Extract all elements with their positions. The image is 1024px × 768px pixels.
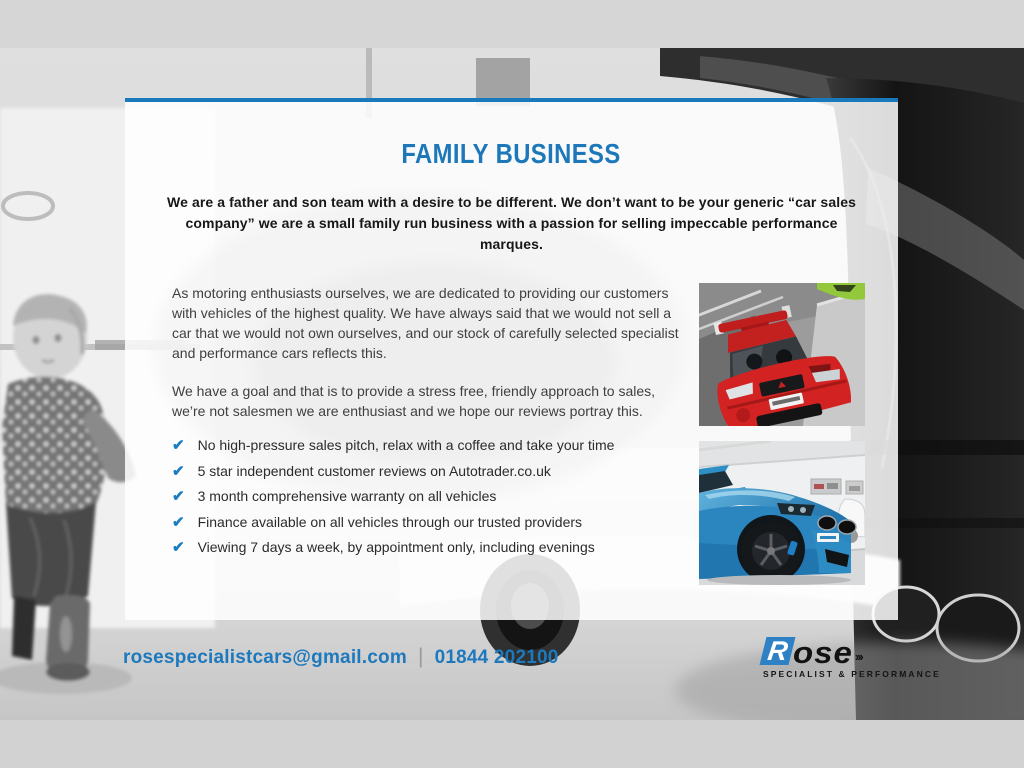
bullet-text: Finance available on all vehicles through our trusted providers	[197, 513, 583, 530]
phone-number[interactable]: 01844 202100	[434, 647, 559, 668]
email-link[interactable]: rosespecialistcars@gmail.com	[123, 647, 407, 668]
logo-wordmark	[763, 633, 948, 670]
bullet-text: 3 month comprehensive warranty on all vehicles	[197, 488, 497, 504]
separator: |	[417, 645, 424, 668]
list-item	[172, 539, 684, 557]
bullet-text: 5 star independent customer reviews on Autotrader.co.uk	[197, 462, 551, 479]
logo-r-mark: R	[760, 637, 796, 665]
logo-wordmark-rest: ose	[793, 635, 853, 670]
card-body	[172, 283, 865, 585]
top-gray-band	[0, 0, 1024, 48]
bullet-text: No high-pressure sales pitch, relax with a coffee and take your time	[197, 437, 615, 453]
photo-red-car	[699, 283, 865, 426]
logo-tagline: SPECIALIST & PERFORMANCE	[763, 669, 941, 679]
paragraph: As motoring enthusiasts ourselves, we are dedicated to providing our customers with vehicles of the highest quality. We have always said that we would not sell a car that we would not own ourselves, and our stock of carefully selected specialist and performance cars reflects this.	[172, 285, 679, 361]
content-card	[125, 98, 898, 620]
logo-chevrons-icon: ›››	[854, 649, 862, 664]
checkmark-icon: ✔	[172, 539, 185, 556]
list-item	[172, 488, 684, 506]
checkmark-icon: ✔	[172, 462, 185, 480]
page-title: FAMILY BUSINESS	[401, 138, 622, 169]
photo-blue-car	[699, 441, 865, 585]
intro-text: We are a father and son team with a desire to be different. We don’t want to be your generic “car sales company” we are a small family run business with a passion for selling impeccable performance marques.	[167, 194, 856, 252]
bullet-list	[172, 437, 684, 557]
list-item	[172, 514, 684, 532]
photo-column	[699, 283, 865, 585]
contact-bar	[123, 646, 559, 670]
checkmark-icon: ✔	[172, 488, 185, 505]
bullet-text: Viewing 7 days a week, by appointment only, including evenings	[197, 539, 595, 555]
checkmark-icon: ✔	[172, 437, 185, 454]
checkmark-icon: ✔	[172, 513, 185, 531]
paragraph: We have a goal and that is to provide a stress free, friendly approach to sales, we’re not salesmen we are enthusiast and we hope our reviews portray this.	[172, 383, 656, 419]
text-column	[172, 283, 684, 585]
list-item	[172, 437, 684, 455]
rose-logo	[763, 633, 948, 679]
bottom-gray-band	[0, 720, 1024, 768]
list-item	[172, 463, 684, 481]
